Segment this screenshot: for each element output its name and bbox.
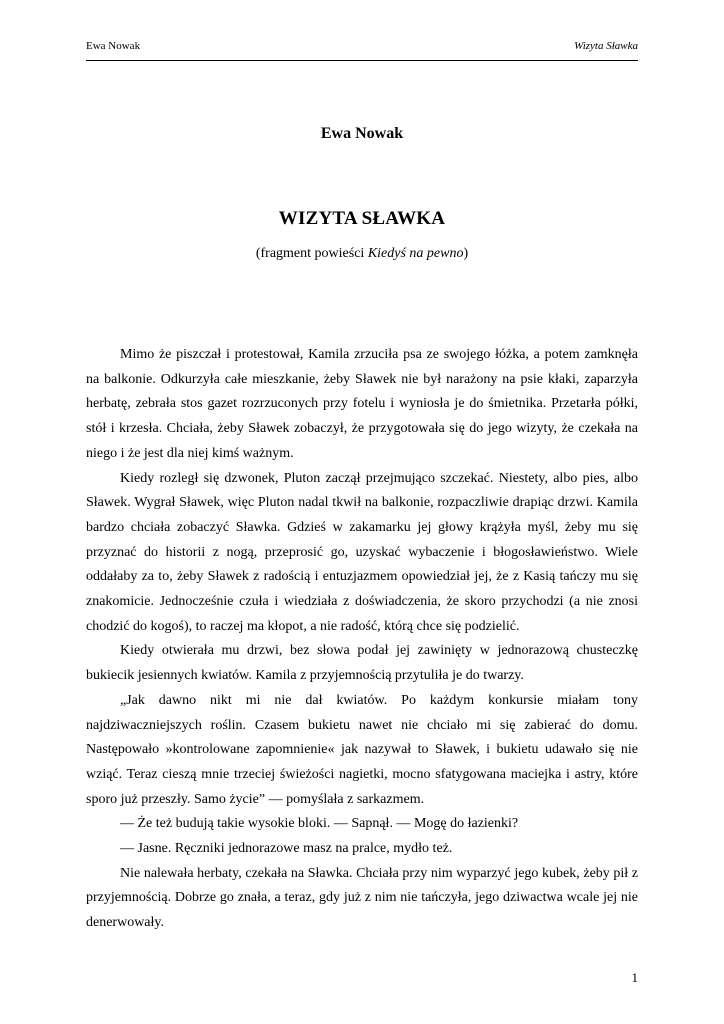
header-title: Wizyta Sławka	[574, 40, 638, 52]
subtitle-suffix: )	[463, 246, 469, 261]
story-title: WIZYTA SŁAWKA	[278, 208, 446, 229]
paragraph: Mimo że piszczał i protestował, Kamila zrzuciła psa ze swojego łóżka, a potem zamknęła na balkonie. Odkurzyła całe mieszkanie, żeby Sławek nie był narażony na psie kłaki, zaparzyła herbatę, zebrała stos gazet rozrzuconych przy fotelu i wyniosła je do śmietnika. Przetarła półki, stół i krzesła. Chciała, żeby Sławek zobaczył, że przygotowała się do jego wizyty, że czekała na niego i że jest dla niej kimś ważnym.	[86, 347, 638, 461]
paragraph: Nie nalewała herbaty, czekała na Sławka. Chciała przy nim wyparzyć jego kubek, żeby pił z przyjemnością. Dobrze go znała, a teraz, gdy już z nim nie tańczyła, jego dziwactwa wcale jej nie denerwowały.	[86, 865, 638, 931]
paragraph: Kiedy rozległ się dzwonek, Pluton zaczął przejmująco szczekać. Niestety, albo pies, albo Sławek. Wygrał Sławek, więc Pluton nadal tkwił na balkonie, rozpaczliwie drapiąc drzwi. Kamila bardzo chciała zobaczyć Sławka. Gdzieś w zakamarku jej głowy krążyła myśl, żeby mu się przyznać do historii z nogą, przeprosić go, uzyskać wybaczenie i błogosławieństwo. Wiele oddałaby za to, żeby Sławek z radością i entuzjazmem opowiedział jej, że z Kasią tańczy mu się znakomicie. Jednocześnie czuła i wiedziała z doświadczenia, że skoro przychodzi (a nie znosi chodzić do kogoś), to raczej ma kłopot, a nie radość, którą chce się podzielić.	[86, 470, 638, 634]
story-body	[86, 343, 638, 936]
paragraph: — Że też budują takie wysokie bloki. — Sapnął. — Mogę do łazienki?	[120, 816, 519, 832]
page-header	[86, 38, 638, 61]
page-number: 1	[631, 970, 638, 985]
subtitle-prefix: (fragment powieści	[255, 246, 368, 261]
paragraph: „Jak dawno nikt mi nie dał kwiatów. Po każdym konkursie miałam tony najdziwaczniejszych roślin. Czasem bukietu nawet nie chciało mi się zabierać do domu. Następowało »kontrolowane zapomnienie« jak nazywał to Sławek, i bukietu udawało się nie wziąć. Teraz cieszą mnie trzeciej świeżości nagietki, mocno sfatygowana maciejka i astry, które sporo już przeszły. Samo życie” — pomyślała z sarkazmem.	[86, 692, 638, 807]
story-subtitle	[0, 246, 724, 262]
paragraph: Kiedy otwierała mu drzwi, bez słowa podał jej zawinięty w jednorazową chusteczkę bukiecik jesiennych kwiatów. Kamila z przyjemnością przytuliła je do twarzy.	[86, 643, 638, 684]
header-author: Ewa Nowak	[86, 40, 141, 52]
author-name: Ewa Nowak	[320, 125, 404, 142]
paragraph: — Jasne. Ręczniki jednorazowe masz na pralce, mydło też.	[120, 841, 453, 857]
book-title: Kiedyś na pewno	[367, 246, 464, 261]
